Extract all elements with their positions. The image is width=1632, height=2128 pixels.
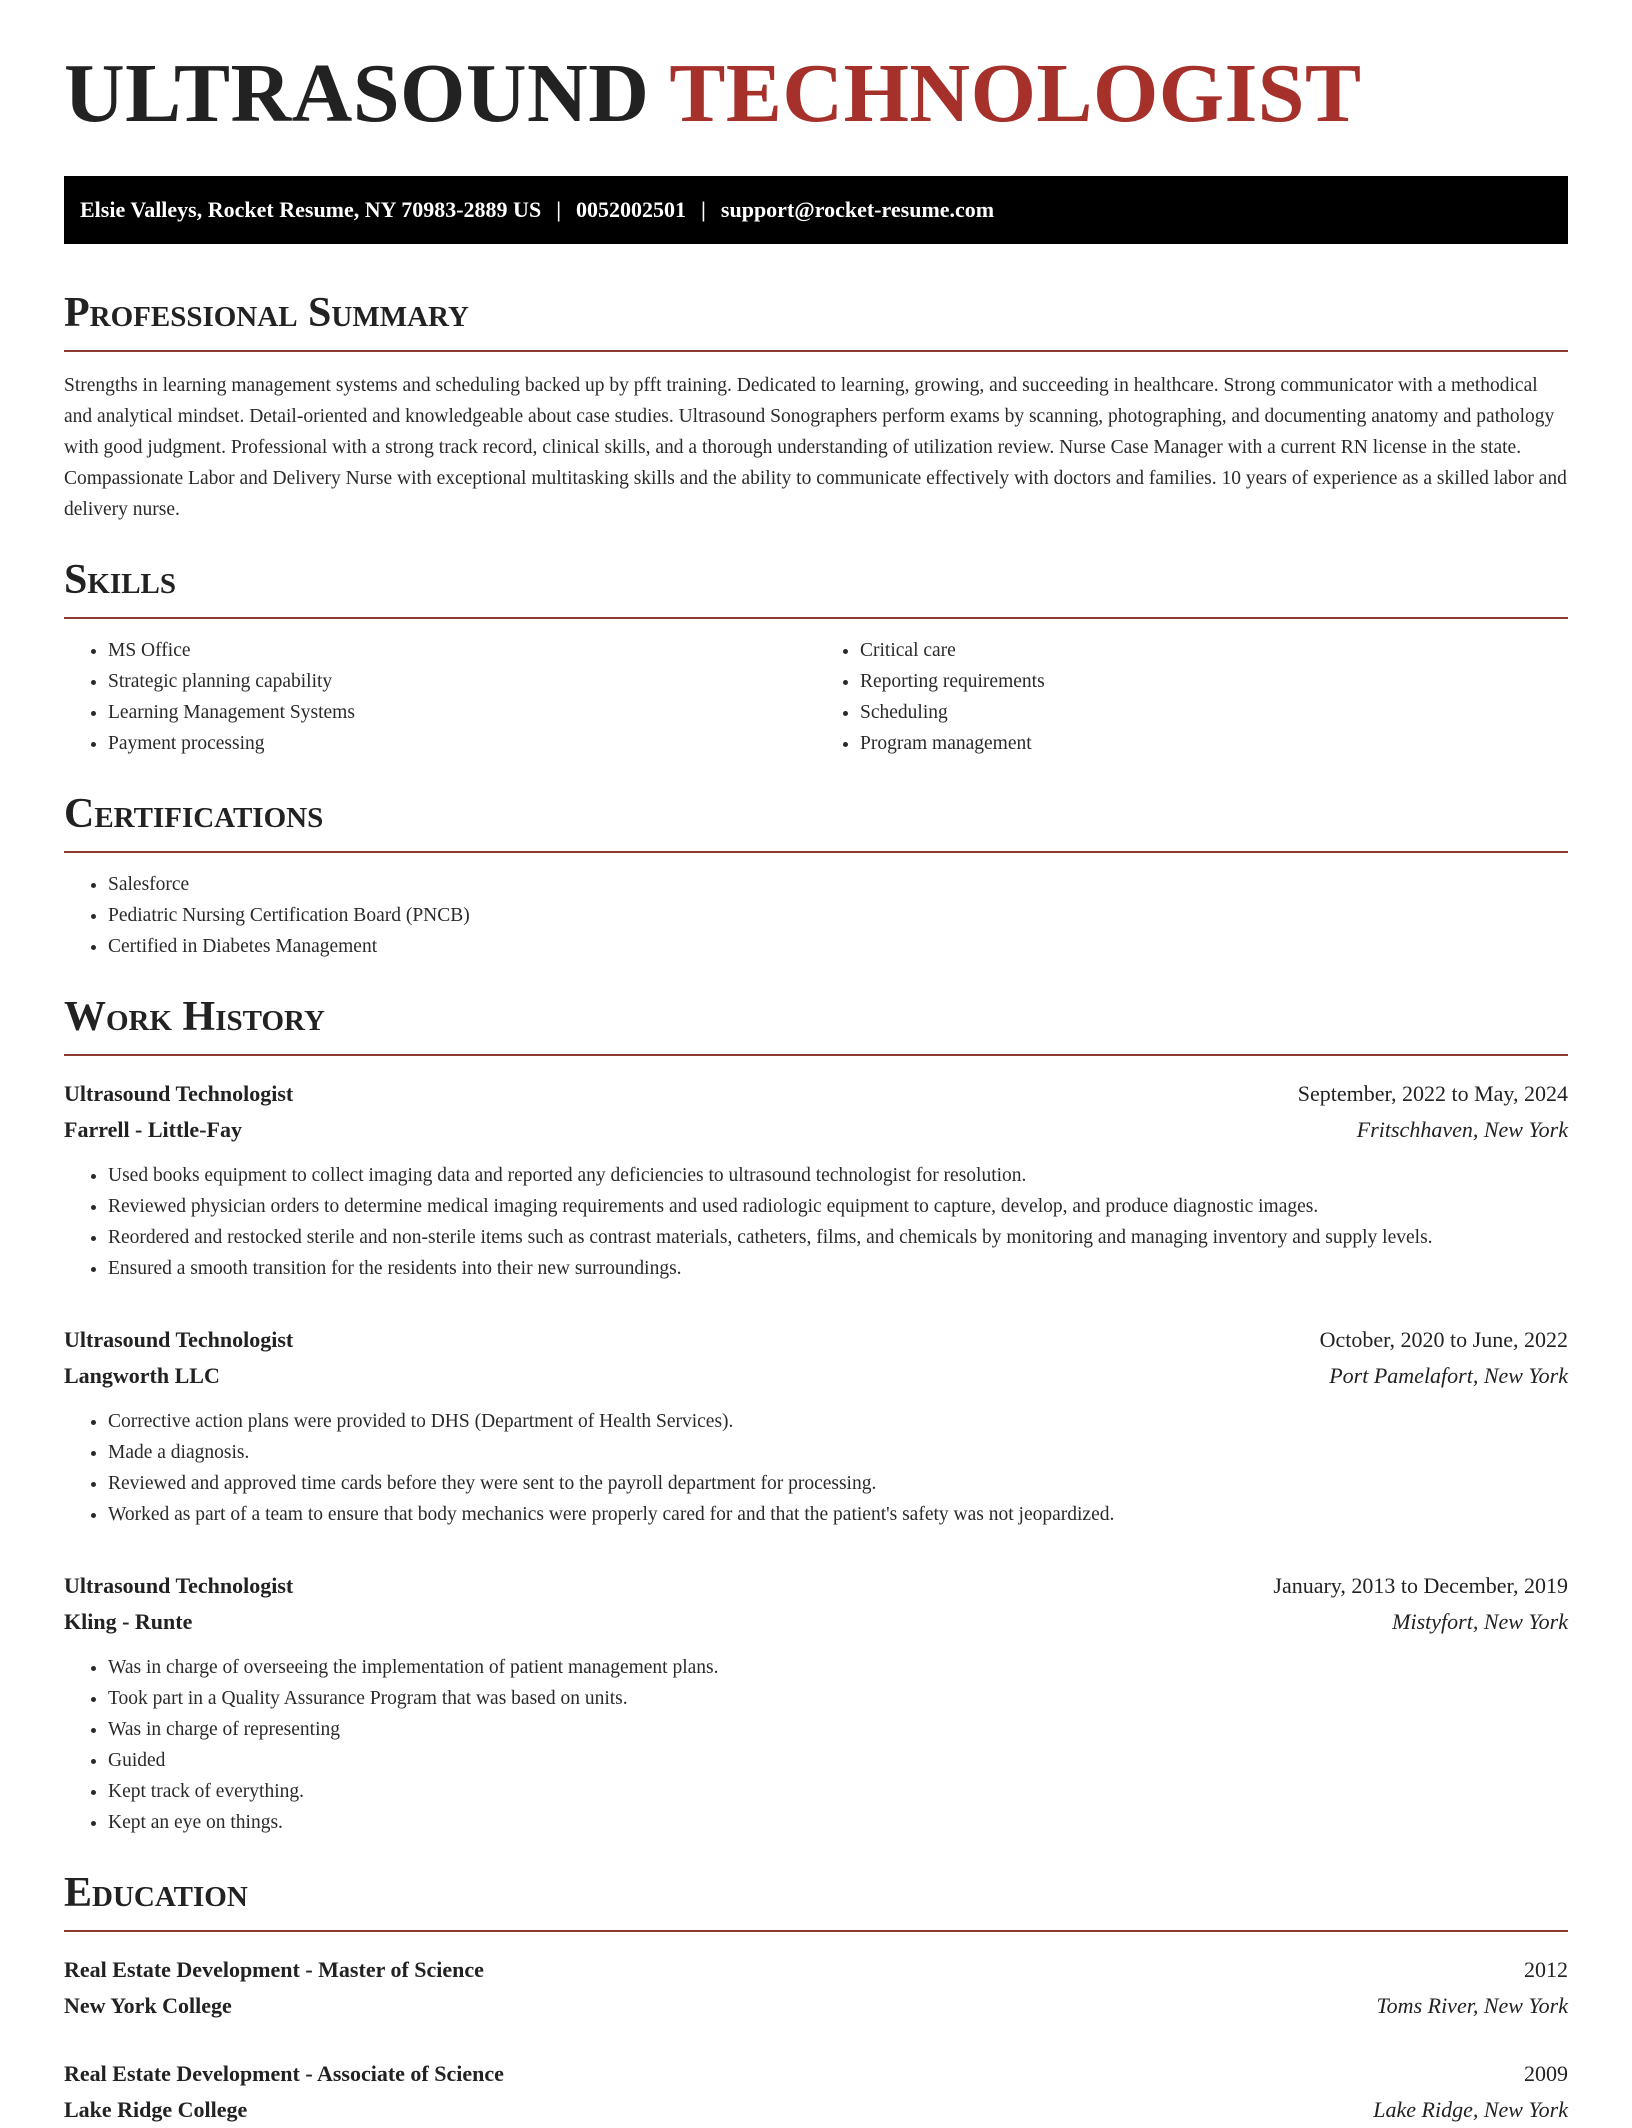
job-title-row [64, 1322, 1568, 1358]
job-bullets [64, 1160, 1568, 1284]
job-bullet: • Guided [108, 1745, 1568, 1776]
job-entry [64, 1568, 1568, 1838]
job-dates: October, 2020 to June, 2022 [1319, 1327, 1568, 1352]
job-bullet: • Used books equipment to collect imaging data and reported any deficiencies to ultrasound technologist for resolution. [108, 1160, 1568, 1191]
skills-list-right [816, 635, 1568, 759]
job-bullet: • Ensured a smooth transition for the residents into their new surroundings. [108, 1253, 1568, 1284]
job-bullets [64, 1406, 1568, 1530]
education-school-row [64, 1988, 1568, 2024]
education-degree-row [64, 2056, 1568, 2092]
education-school: New York College [64, 1993, 232, 2018]
job-bullet: • Kept an eye on things. [108, 1807, 1568, 1838]
job-company: Farrell - Little-Fay [64, 1117, 242, 1142]
job-company-row [64, 1358, 1568, 1394]
summary-heading: Professional Summary [64, 292, 1568, 352]
education-degree-row [64, 1952, 1568, 1988]
title-first-word: ULTRASOUND [64, 47, 650, 140]
summary-text: Strengths in learning management systems and scheduling backed up by pfft training. Dedicated to learning, growing, and succeeding in healthcare. Strong communicator with a methodical and analytical mindset. Detail-oriented and knowledgeable about case studies. Ultrasound Sonographers perform exams by scanning, photographing, and documenting anatomy and pathology with good judgment. Professional with a strong track record, clinical skills, and a thorough understanding of utilization review. Nurse Case Manager with a current RN license in the state. Compassionate Labor and Delivery Nurse with exceptional multitasking skills and the ability to communicate effectively with doctors and families. 10 years of experience as a skilled labor and delivery nurse. [64, 375, 1567, 520]
job-bullet: • Was in charge of overseeing the implementation of patient management plans. [108, 1652, 1568, 1683]
job-bullet: • Reviewed physician orders to determine medical imaging requirements and used radiologic equipment to capture, develop, and produce diagnostic images. [108, 1191, 1568, 1222]
certifications-heading: Certifications [64, 793, 1568, 853]
skills-heading: Skills [64, 559, 1568, 619]
job-bullet: • Corrective action plans were provided to DHS (Department of Health Services). [108, 1406, 1568, 1437]
education-location: Toms River, New York [1376, 1993, 1568, 2018]
skill-item: • Strategic planning capability [108, 666, 816, 697]
skill-item: • Critical care [860, 635, 1568, 666]
skills-columns [64, 619, 1568, 759]
job-bullet: • Kept track of everything. [108, 1776, 1568, 1807]
contact-address: Elsie Valleys, Rocket Resume, NY 70983-2889 US [80, 197, 542, 222]
job-bullet: • Was in charge of representing [108, 1714, 1568, 1745]
job-bullets [64, 1652, 1568, 1838]
job-location: Port Pamelafort, New York [1329, 1363, 1568, 1388]
education-degree: Real Estate Development - Associate of Science [64, 2061, 504, 2086]
job-bullet: • Reordered and restocked sterile and non-sterile items such as contrast materials, catheters, films, and chemicals by monitoring and managing inventory and supply levels. [108, 1222, 1568, 1253]
education-year: 2009 [1524, 2061, 1568, 2086]
education-school-row [64, 2092, 1568, 2128]
job-entry [64, 1322, 1568, 1530]
title-second-word: TECHNOLOGIST [669, 47, 1362, 140]
skills-list-left [64, 635, 816, 759]
skill-item: • Program management [860, 728, 1568, 759]
education-school: Lake Ridge College [64, 2097, 248, 2122]
certification-item: • Pediatric Nursing Certification Board (PNCB) [108, 900, 1568, 931]
education-entry [64, 2056, 1568, 2128]
job-bullet: • Worked as part of a team to ensure that body mechanics were properly cared for and that the patient's safety was not jeopardized. [108, 1499, 1568, 1530]
education-year: 2012 [1524, 1957, 1568, 1982]
job-company-row [64, 1112, 1568, 1148]
education-degree: Real Estate Development - Master of Science [64, 1957, 484, 1982]
education-heading: Education [64, 1872, 1568, 1932]
job-location: Fritschhaven, New York [1356, 1117, 1568, 1142]
job-entry [64, 1076, 1568, 1284]
skill-item: • Scheduling [860, 697, 1568, 728]
contact-separator: | [701, 197, 706, 222]
work-history-heading: Work History [64, 996, 1568, 1056]
certification-item: • Certified in Diabetes Management [108, 931, 1568, 962]
contact-bar [64, 176, 1568, 244]
job-title: Ultrasound Technologist [64, 1327, 294, 1352]
job-title-row [64, 1568, 1568, 1604]
certification-item: • Salesforce [108, 869, 1568, 900]
skill-item: • Reporting requirements [860, 666, 1568, 697]
education-location: Lake Ridge, New York [1373, 2097, 1568, 2122]
job-dates: September, 2022 to May, 2024 [1297, 1081, 1568, 1106]
resume-title [64, 0, 1568, 170]
job-bullet: • Reviewed and approved time cards before they were sent to the payroll department for processing. [108, 1468, 1568, 1499]
job-bullet: • Took part in a Quality Assurance Program that was based on units. [108, 1683, 1568, 1714]
skill-item: • MS Office [108, 635, 816, 666]
certifications-list [64, 869, 1568, 962]
contact-phone: 0052002501 [576, 197, 687, 222]
job-title-row [64, 1076, 1568, 1112]
job-dates: January, 2013 to December, 2019 [1273, 1573, 1568, 1598]
skill-item: • Payment processing [108, 728, 816, 759]
job-location: Mistyfort, New York [1392, 1609, 1568, 1634]
job-title: Ultrasound Technologist [64, 1573, 294, 1598]
job-company-row [64, 1604, 1568, 1640]
skill-item: • Learning Management Systems [108, 697, 816, 728]
job-bullet: • Made a diagnosis. [108, 1437, 1568, 1468]
job-company: Kling - Runte [64, 1609, 193, 1634]
contact-email: support@rocket-resume.com [720, 197, 995, 222]
education-entry [64, 1952, 1568, 2024]
contact-separator: | [556, 197, 562, 222]
job-company: Langworth LLC [64, 1363, 220, 1388]
job-title: Ultrasound Technologist [64, 1081, 294, 1106]
